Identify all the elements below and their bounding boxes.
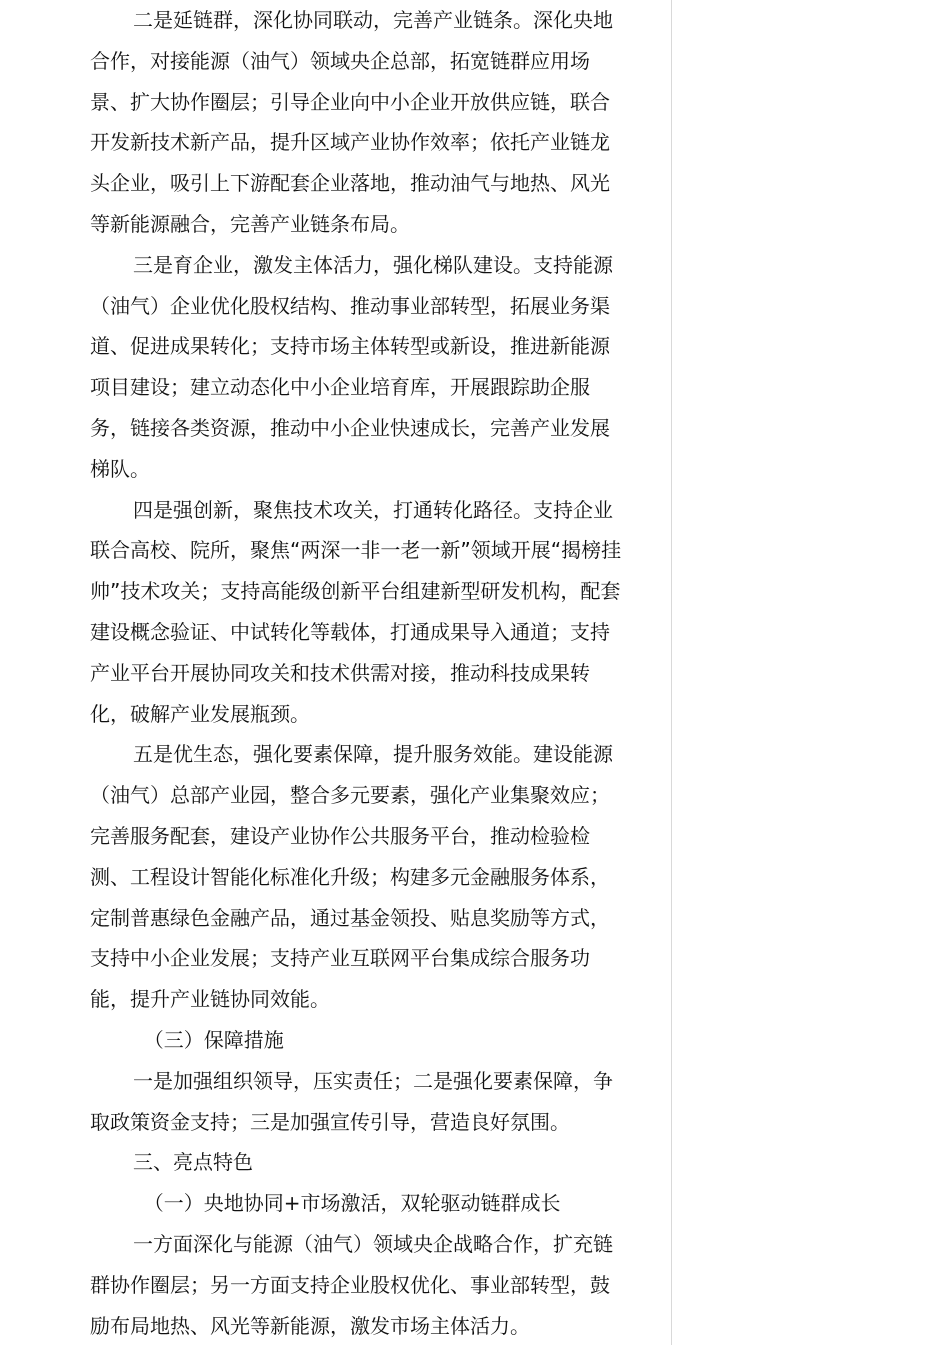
text-line: 一是加强组织领导，压实责任；二是强化要素保障，争 [133, 1068, 613, 1093]
text-line: 化，破解产业发展瓶颈。 [90, 701, 310, 726]
text-line: 帅”技术攻关；支持高能级创新平台组建新型研发机构，配套 [90, 579, 621, 604]
text-line: （油气）企业优化股权结构、推动事业部转型，拓展业务渠 [90, 293, 610, 318]
section-heading: 三、亮点特色 [133, 1150, 253, 1175]
text-line: 五是优生态，强化要素保障，提升服务效能。建设能源 [133, 742, 613, 767]
text-line: 产业平台开展协同攻关和技术供需对接，推动科技成果转 [90, 660, 590, 685]
text-line: 二是延链群，深化协同联动，完善产业链条。深化央地 [133, 8, 613, 32]
section-heading: （三）保障措施 [143, 1027, 284, 1052]
text-line: 三是育企业，激发主体活力，强化梯队建设。支持能源 [133, 252, 613, 277]
text-line: 道、促进成果转化；支持市场主体转型或新设，推进新能源 [90, 334, 610, 359]
subsection-heading: （一）央地协同+市场激活，双轮驱动链群成长 [143, 1191, 561, 1216]
text-line: 四是强创新，聚焦技术攻关，打通转化路径。支持企业 [133, 497, 613, 522]
page-edge-divider [671, 0, 672, 1345]
document-body [90, 0, 665, 1345]
text-line: 开发新技术新产品，提升区域产业协作效率；依托产业链龙 [90, 130, 610, 155]
text-line: （油气）总部产业园，整合多元要素，强化产业集聚效应； [90, 783, 610, 808]
text-line: 联合高校、院所，聚焦“两深一非一老一新”领域开展“揭榜挂 [90, 538, 622, 563]
text-line: 梯队。 [90, 456, 150, 481]
text-line: 建设概念验证、中试转化等载体，打通成果导入通道；支持 [90, 619, 610, 644]
text-line: 合作，对接能源（油气）领域央企总部，拓宽链群应用场 [90, 48, 590, 73]
text-line: 头企业，吸引上下游配套企业落地，推动油气与地热、风光 [90, 171, 610, 196]
text-line: 项目建设；建立动态化中小企业培育库，开展跟踪助企服 [90, 375, 590, 400]
text-line: 景、扩大协作圈层；引导企业向中小企业开放供应链，联合 [90, 89, 610, 114]
text-line: 能，提升产业链协同效能。 [90, 987, 330, 1012]
text-line: 支持中小企业发展；支持产业互联网平台集成综合服务功 [90, 946, 590, 971]
text-line: 等新能源融合，完善产业链条布局。 [90, 211, 410, 236]
text-line: 群协作圈层；另一方面支持企业股权优化、事业部转型，鼓 [90, 1272, 610, 1297]
text-line: 励布局地热、风光等新能源，激发市场主体活力。 [90, 1313, 530, 1338]
text-line: 测、工程设计智能化标准化升级；构建多元金融服务体系， [90, 864, 610, 889]
text-line: 定制普惠绿色金融产品，通过基金领投、贴息奖励等方式， [90, 905, 610, 930]
text-line: 完善服务配套，建设产业协作公共服务平台，推动检验检 [90, 823, 590, 848]
text-line: 务，链接各类资源，推动中小企业快速成长，完善产业发展 [90, 415, 610, 440]
text-line: 取政策资金支持；三是加强宣传引导，营造良好氛围。 [90, 1109, 570, 1134]
text-line: 一方面深化与能源（油气）领域央企战略合作，扩充链 [133, 1231, 613, 1256]
